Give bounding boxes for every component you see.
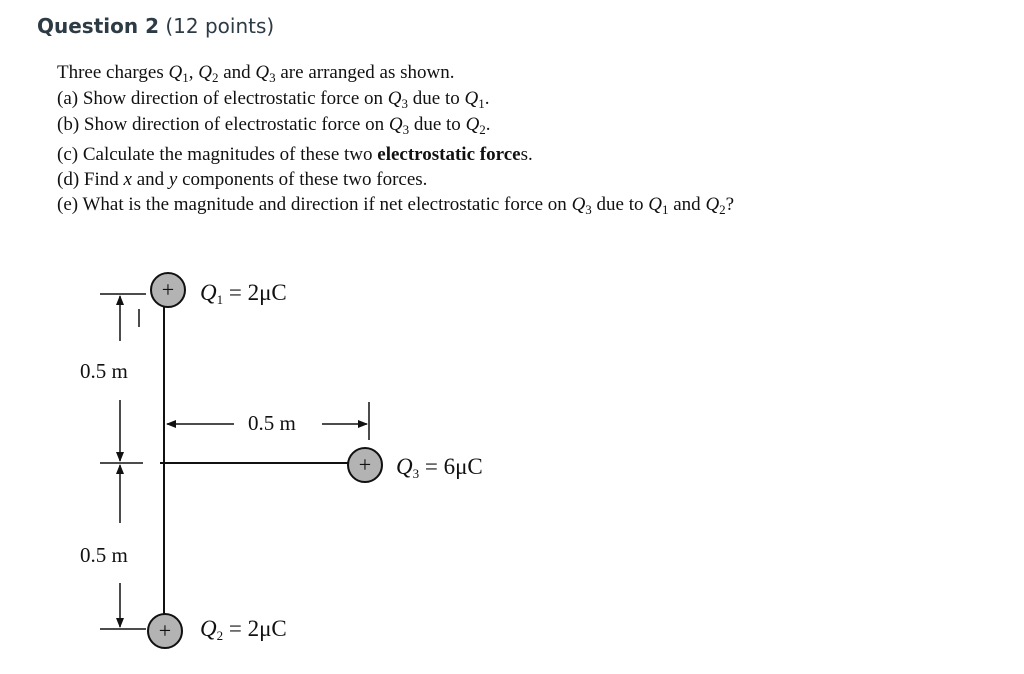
charge-q2 [148,614,182,648]
charge-q3-label [396,454,483,481]
charge-q3-label-value: = 6μC [419,454,483,479]
charge-q3-label-q: Q [396,454,413,479]
charge-q1-label [200,280,287,307]
question-points: (12 points) [165,14,275,38]
charge-q3 [348,448,382,482]
charge-q2-label-q: Q [200,616,217,641]
problem-part-a: (a) Show direction of electrostatic force on $Q_3$ due to $Q_1$. [57,88,490,111]
dim-label-horizontal: 0.5 m [248,411,296,435]
problem-part-e: (e) What is the magnitude and direction if net electrostatic force on $Q_3$ due to $Q_1$ and $Q_2$? [57,194,735,217]
charge-q2-label-value: = 2μC [223,616,287,641]
problem-part-c: (c) Calculate the magnitudes of these two electrostatic forces. [57,144,533,165]
charge-q2-label [200,616,287,643]
question-title: Question 2 [37,14,159,38]
charge-q1-label-q: Q [200,280,217,305]
charge-q3-plus: + [358,452,372,477]
dim-label-top: 0.5 m [80,359,128,383]
charge-q3-label-sub: 3 [412,466,420,481]
dim-label-bottom: 0.5 m [80,543,128,567]
charge-q1-label-sub: 1 [216,292,224,307]
problem-part-d: (d) Find x and y components of these two forces. [57,169,428,190]
charge-q2-plus: + [158,618,172,643]
problem-intro: Three charges $Q_1$, $Q_2$ and $Q_3$ are arranged as shown. [57,62,455,85]
charge-q1-label-value: = 2μC [223,280,287,305]
charge-q1 [151,273,185,307]
charge-q2-label-sub: 2 [216,628,224,643]
problem-part-b: (b) Show direction of electrostatic force on $Q_3$ due to $Q_2$. [57,114,491,137]
charge-q1-plus: + [161,277,175,302]
